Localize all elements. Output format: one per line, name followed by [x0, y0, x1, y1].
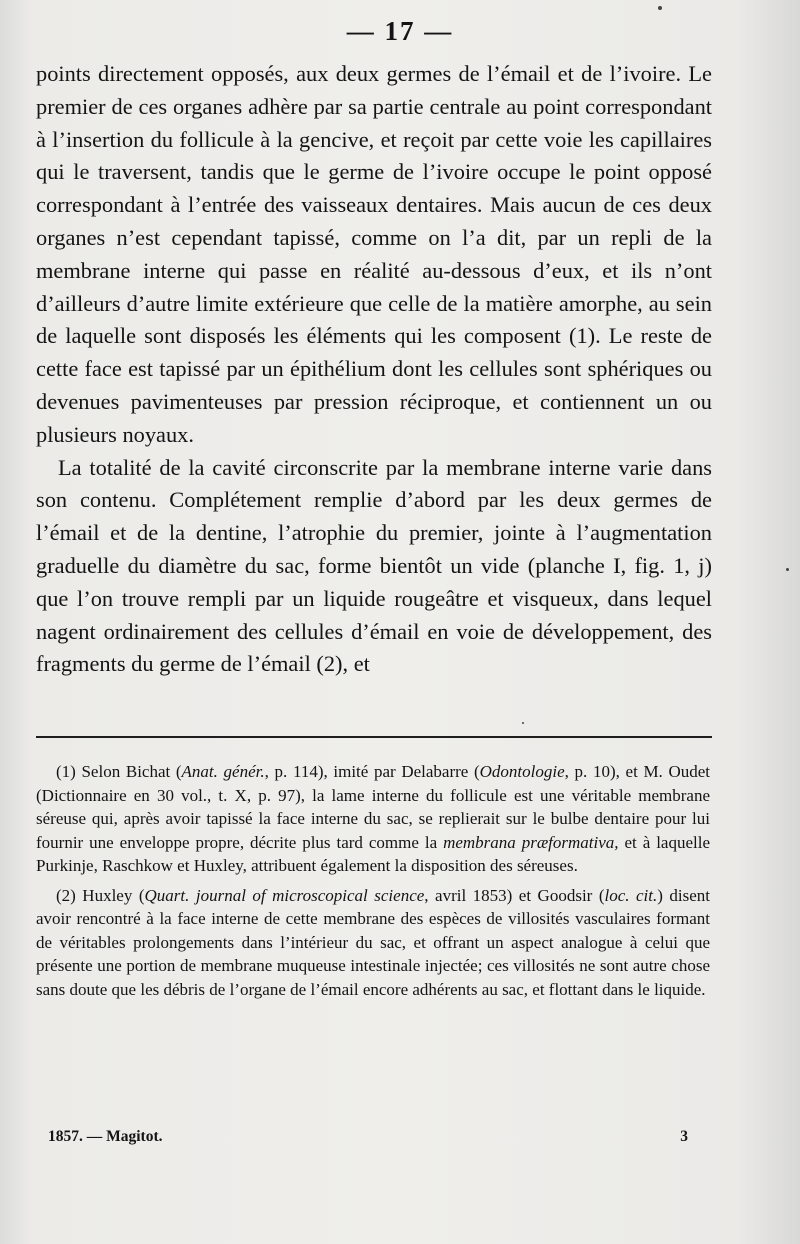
signature-mark: 1857. — Magitot. — [48, 1128, 163, 1145]
paragraph-1: points directement opposés, aux deux germes de l’émail et de l’ivoire. Le premier de ces organes adhère par sa partie centrale au point correspondant à l’insertion du follicule à la gencive, et reçoit par cette voie les capillaires qui le traversent, tandis que le germe de l’ivoire occupe le point opposé correspondant à l’entrée des vaisseaux dentaires. Mais aucun de ces deux organes n’est cependant tapissé, comme on l’a dit, par un repli de la membrane interne qui passe en réalité au-dessous d’eux, et ils n’ont d’ailleurs d’autre limite extérieure que celle de la matière amorphe, au sein de laquelle sont disposés les éléments qui les composent (1). Le reste de cette face est tapissé par un épithélium dont les cellules sont sphériques ou devenues pavimenteuses par pression réciproque, et contiennent un ou plusieurs noyaux. — [36, 61, 712, 447]
paragraph-2: La totalité de la cavité circonscrite par la membrane interne varie dans son contenu. Complétement remplie d’abord par les deux germes de l’émail et de la dentine, l’atrophie du premier, jointe à l’augmentation graduelle du diamètre du sac, forme bientôt un vide (planche I, fig. 1, j) que l’on trouve rempli par un liquide rougeâtre et visqueux, dans lequel nagent ordinairement des cellules d’émail en voie de développement, des fragments du germe de l’émail (2), et — [36, 454, 712, 677]
ink-speck — [658, 6, 662, 10]
ink-speck — [522, 722, 524, 724]
gathering-number: 3 — [680, 1128, 688, 1145]
footnote-divider — [36, 736, 712, 738]
page-number: — 17 — — [346, 16, 454, 46]
main-text — [36, 58, 712, 681]
ink-speck — [786, 568, 789, 571]
page-footer — [48, 1128, 688, 1146]
footnote-2: (2) Huxley (Quart. journal of microscopical science, avril 1853) et Goodsir (loc. cit.) disent avoir rencontré à la face interne de cette membrane des espèces de villosités vasculaires formant de véritables prolongements dans l’intérieur du sac, et offrant un aspect analogue à celui que présente une portion de membrane muqueuse intestinale injectée; ces villosités ne sont autre chose sans doute que les débris de l’organe de l’émail encore adhérents au sac, et flottant dans le liquide. — [36, 885, 710, 999]
footnotes — [36, 760, 710, 1007]
footnote-1: (1) Selon Bichat (Anat. génér., p. 114), imité par Delabarre (Odontologie, p. 10), et M. Oudet (Dictionnaire en 30 vol., t. X, p. 97), la lame interne du follicule est une véritable membrane séreuse qui, après avoir tapissé la face interne du sac, se replierait sur le bulbe dentaire pour lui fournir une enveloppe propre, décrite plus tard comme la membrana præformativa, et à laquelle Purkinje, Raschkow et Huxley, attribuent également la disposition des séreuses. — [36, 762, 711, 875]
